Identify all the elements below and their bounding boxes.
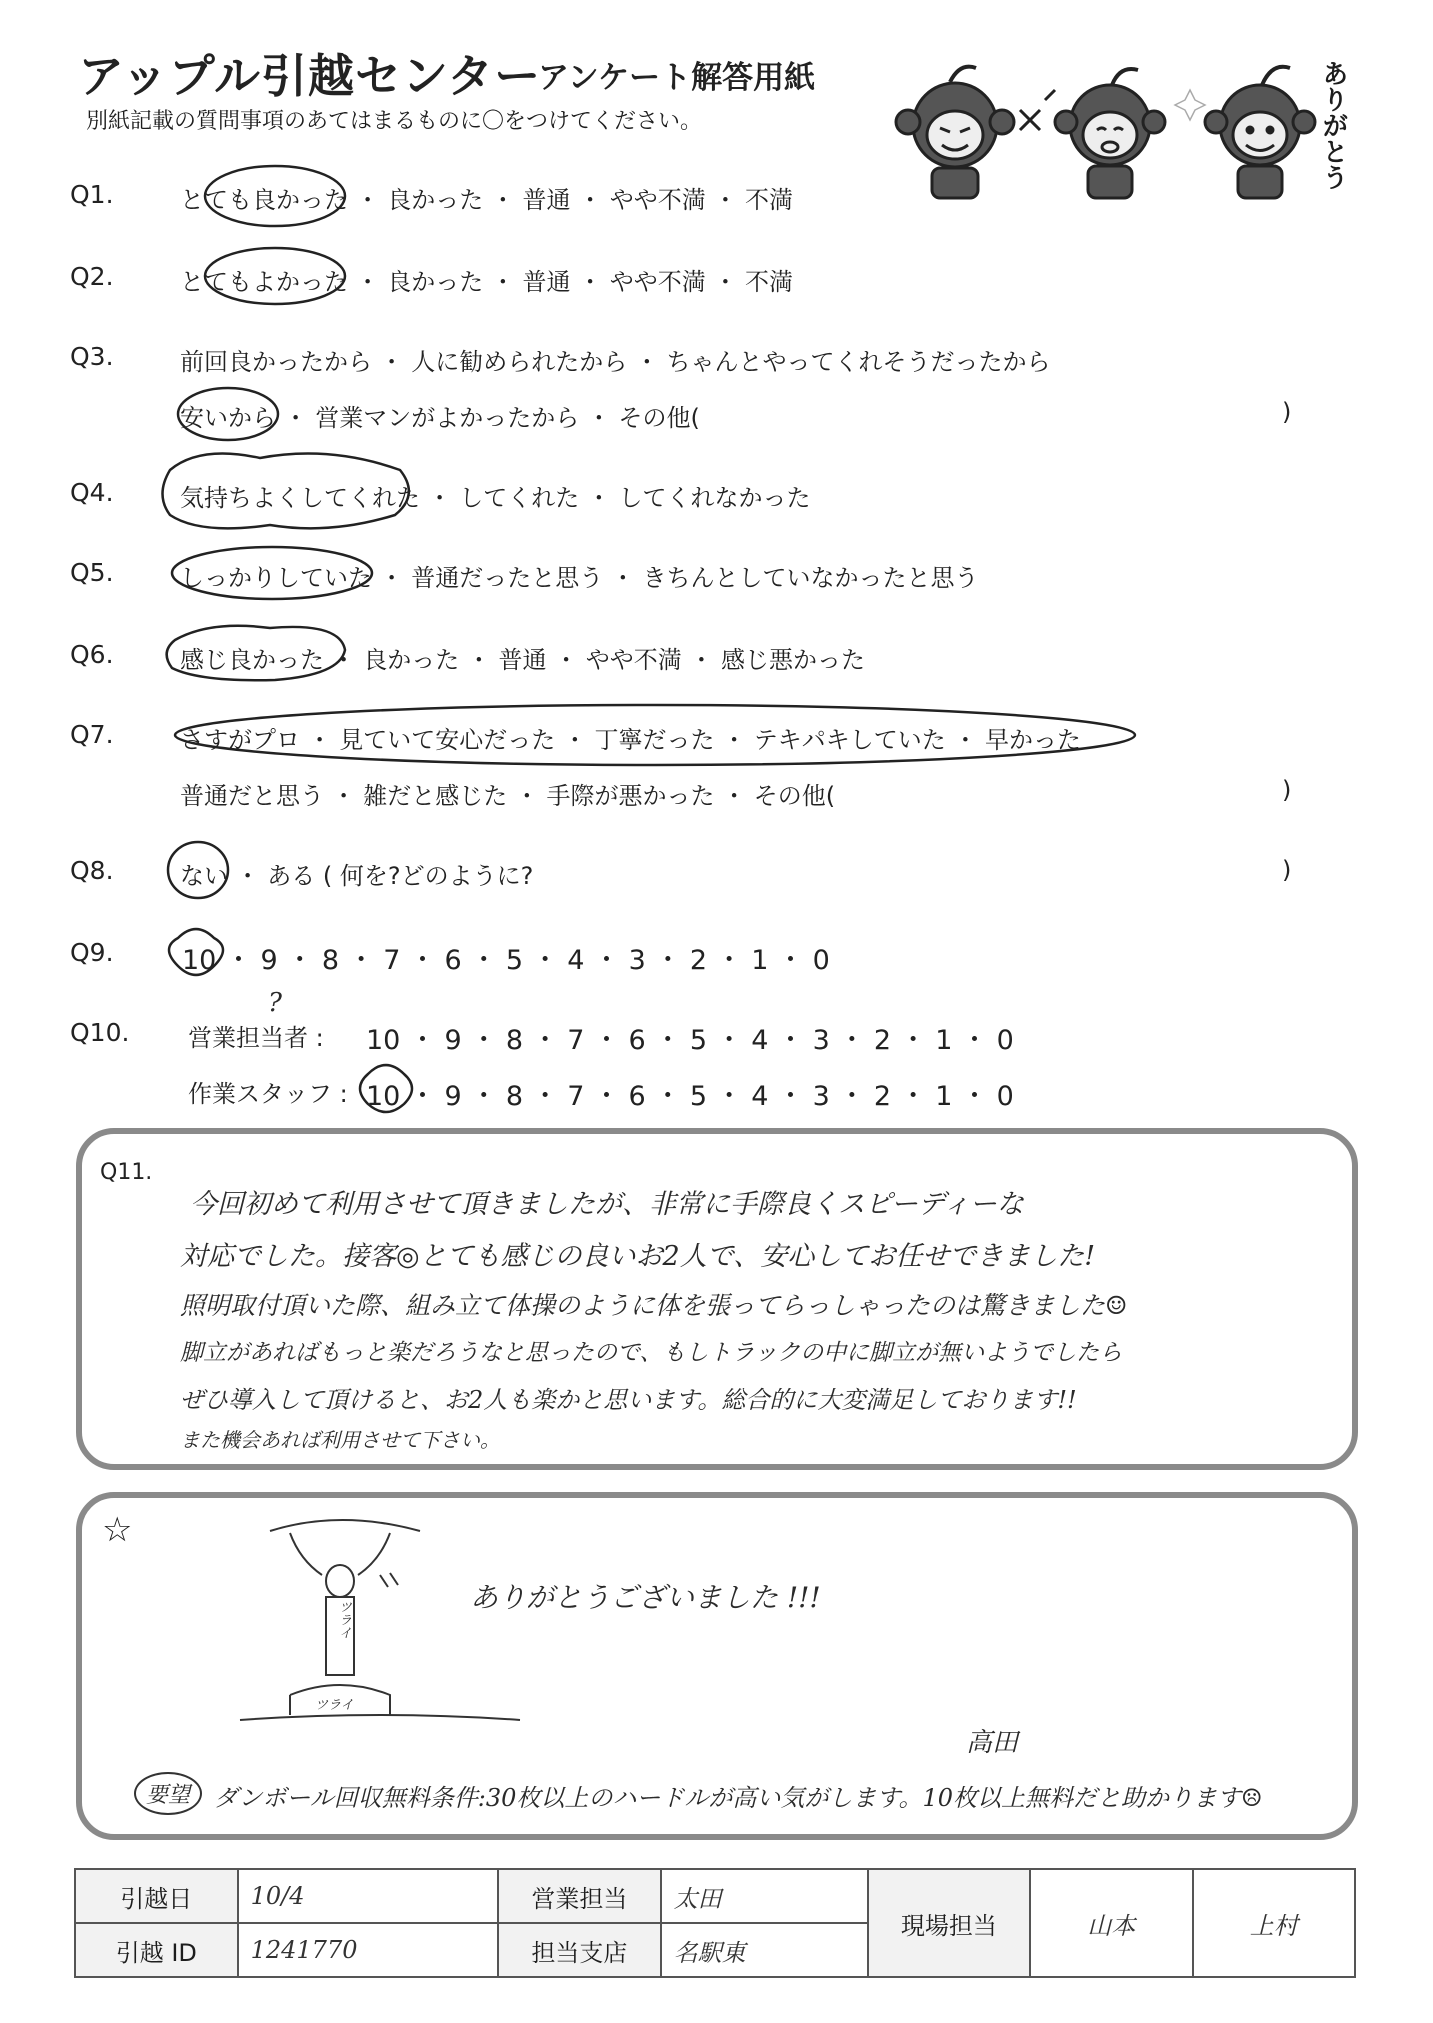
form-title: アンケート解答用紙	[538, 60, 816, 96]
circle-q5	[172, 547, 372, 599]
q9-label: Q9.	[70, 938, 114, 967]
q8-options: ない ・ ある ( 何を?どのように?	[180, 862, 534, 890]
move-id-value: 1241770	[238, 1923, 499, 1977]
request-text: ダンボール回収無料条件:30枚以上のハードルが高い気がします。10枚以上無料だと助かります☹	[214, 1784, 1263, 1812]
q11-line-6: また機会あれば利用させて下さい。	[180, 1428, 500, 1452]
circle-q1	[205, 166, 345, 226]
q7-options-line1: さすがプロ ・ 見ていて安心だった ・ 丁寧だった ・ テキパキしていた ・ 早かった	[180, 726, 1082, 754]
q10-sales-question-mark: ?	[268, 988, 282, 1018]
q5-options: しっかりしていた ・ 普通だったと思う ・ きちんとしていなかったと思う	[180, 564, 979, 592]
q10-label: Q10.	[70, 1018, 130, 1047]
q7-close-paren: )	[1282, 776, 1292, 804]
site-staff-2: 上村	[1193, 1869, 1356, 1977]
q10-sales-scale: 10 ・ 9 ・ 8 ・ 7 ・ 6 ・ 5 ・ 4 ・ 3 ・ 2 ・ 1 ・ 0	[366, 1025, 1014, 1056]
circle-q3	[178, 388, 278, 440]
q1-label: Q1.	[70, 180, 114, 209]
q3-label: Q3.	[70, 342, 114, 371]
q7-options-line2: 普通だと思う ・ 雑だと感じた ・ 手際が悪かった ・ その他(	[180, 782, 836, 810]
person-lifting-drawing	[230, 1515, 530, 1725]
q7-label: Q7.	[70, 720, 114, 749]
q10-staff-scale: 10 ・ 9 ・ 8 ・ 7 ・ 6 ・ 5 ・ 4 ・ 3 ・ 2 ・ 1 ・ 0	[366, 1081, 1014, 1112]
q4-options: 気持ちよくしてくれた ・ してくれた ・ してくれなかった	[180, 484, 811, 512]
q6-label: Q6.	[70, 640, 114, 669]
sales-rep-value: 太田	[661, 1869, 868, 1923]
circle-q7	[175, 705, 1135, 765]
site-staff-label: 現場担当	[868, 1869, 1030, 1977]
sales-rep-label: 営業担当	[498, 1869, 660, 1923]
q11-line-3: 照明取付頂いた際、組み立て体操のように体を張ってらっしゃったのは驚きました☺	[180, 1291, 1128, 1320]
q2-options: とてもよかった ・ 良かった ・ 普通 ・ やや不満 ・ 不満	[180, 268, 794, 296]
move-date-label: 引越日	[75, 1869, 238, 1923]
circle-q9	[169, 929, 223, 975]
request-badge: 要望	[134, 1772, 202, 1815]
circle-q10-staff	[360, 1065, 412, 1112]
q4-label: Q4.	[70, 478, 114, 507]
q11-line-4: 脚立があればもっと楽だろうなと思ったので、もしトラックの中に脚立が無いようでしたら	[180, 1340, 1123, 1366]
q3-options-line1: 前回良かったから ・ 人に勧められたから ・ ちゃんとやってくれそうだったから	[180, 348, 1051, 376]
q11-line-1: 今回初めて利用させて頂きましたが、非常に手際良くスピーディーな	[190, 1189, 1024, 1220]
circle-q8	[168, 842, 228, 898]
branch-label: 担当支店	[498, 1923, 660, 1977]
signature-takada: 高田	[966, 1728, 1019, 1758]
circle-q6	[167, 626, 345, 681]
q8-label: Q8.	[70, 856, 114, 885]
instruction-text: 別紙記載の質問事項のあてはまるものに〇をつけてください。	[86, 109, 703, 134]
move-id-label: 引越 ID	[75, 1923, 238, 1977]
q10-staff-label: 作業スタッフ :	[188, 1080, 348, 1108]
mascot-thanks-text: ありがとう	[1318, 60, 1348, 190]
q9-scale: 10 ・ 9 ・ 8 ・ 7 ・ 6 ・ 5 ・ 4 ・ 3 ・ 2 ・ 1 ・ 0	[182, 945, 830, 976]
move-date-value: 10/4	[238, 1869, 499, 1923]
q11-line-2: 対応でした。接客◎とても感じの良いお2人で、安心してお任せできました!	[180, 1241, 1096, 1272]
q3-close-paren: )	[1282, 398, 1292, 426]
q1-options: とても良かった ・ 良かった ・ 普通 ・ やや不満 ・ 不満	[180, 186, 794, 214]
company-title: アップル引越センター	[78, 49, 542, 103]
q5-label: Q5.	[70, 558, 114, 587]
figure-bottom-label: ツライ	[315, 1698, 354, 1713]
thanks-handwriting: ありがとうございました !!!	[470, 1581, 821, 1614]
star-icon: ☆	[102, 1510, 133, 1550]
q11-label: Q11.	[100, 1160, 153, 1185]
q2-label: Q2.	[70, 262, 114, 291]
circle-q4	[163, 454, 409, 529]
site-staff-1: 山本	[1030, 1869, 1192, 1977]
branch-value: 名駅東	[661, 1923, 868, 1977]
footer-info-table	[74, 1868, 1356, 1978]
q11-line-5: ぜひ導入して頂けると、お2人も楽かと思います。総合的に大変満足しております!!	[180, 1386, 1077, 1414]
q6-options: 感じ良かった ・ 良かった ・ 普通 ・ やや不満 ・ 感じ悪かった	[180, 646, 866, 674]
q3-options-line2: 安いから ・ 営業マンがよかったから ・ その他(	[180, 404, 700, 432]
q10-sales-label: 営業担当者 :	[188, 1024, 324, 1052]
q8-close-paren: )	[1282, 856, 1292, 884]
circle-q2	[205, 248, 345, 304]
figure-top-label: ツライ	[336, 1600, 351, 1639]
